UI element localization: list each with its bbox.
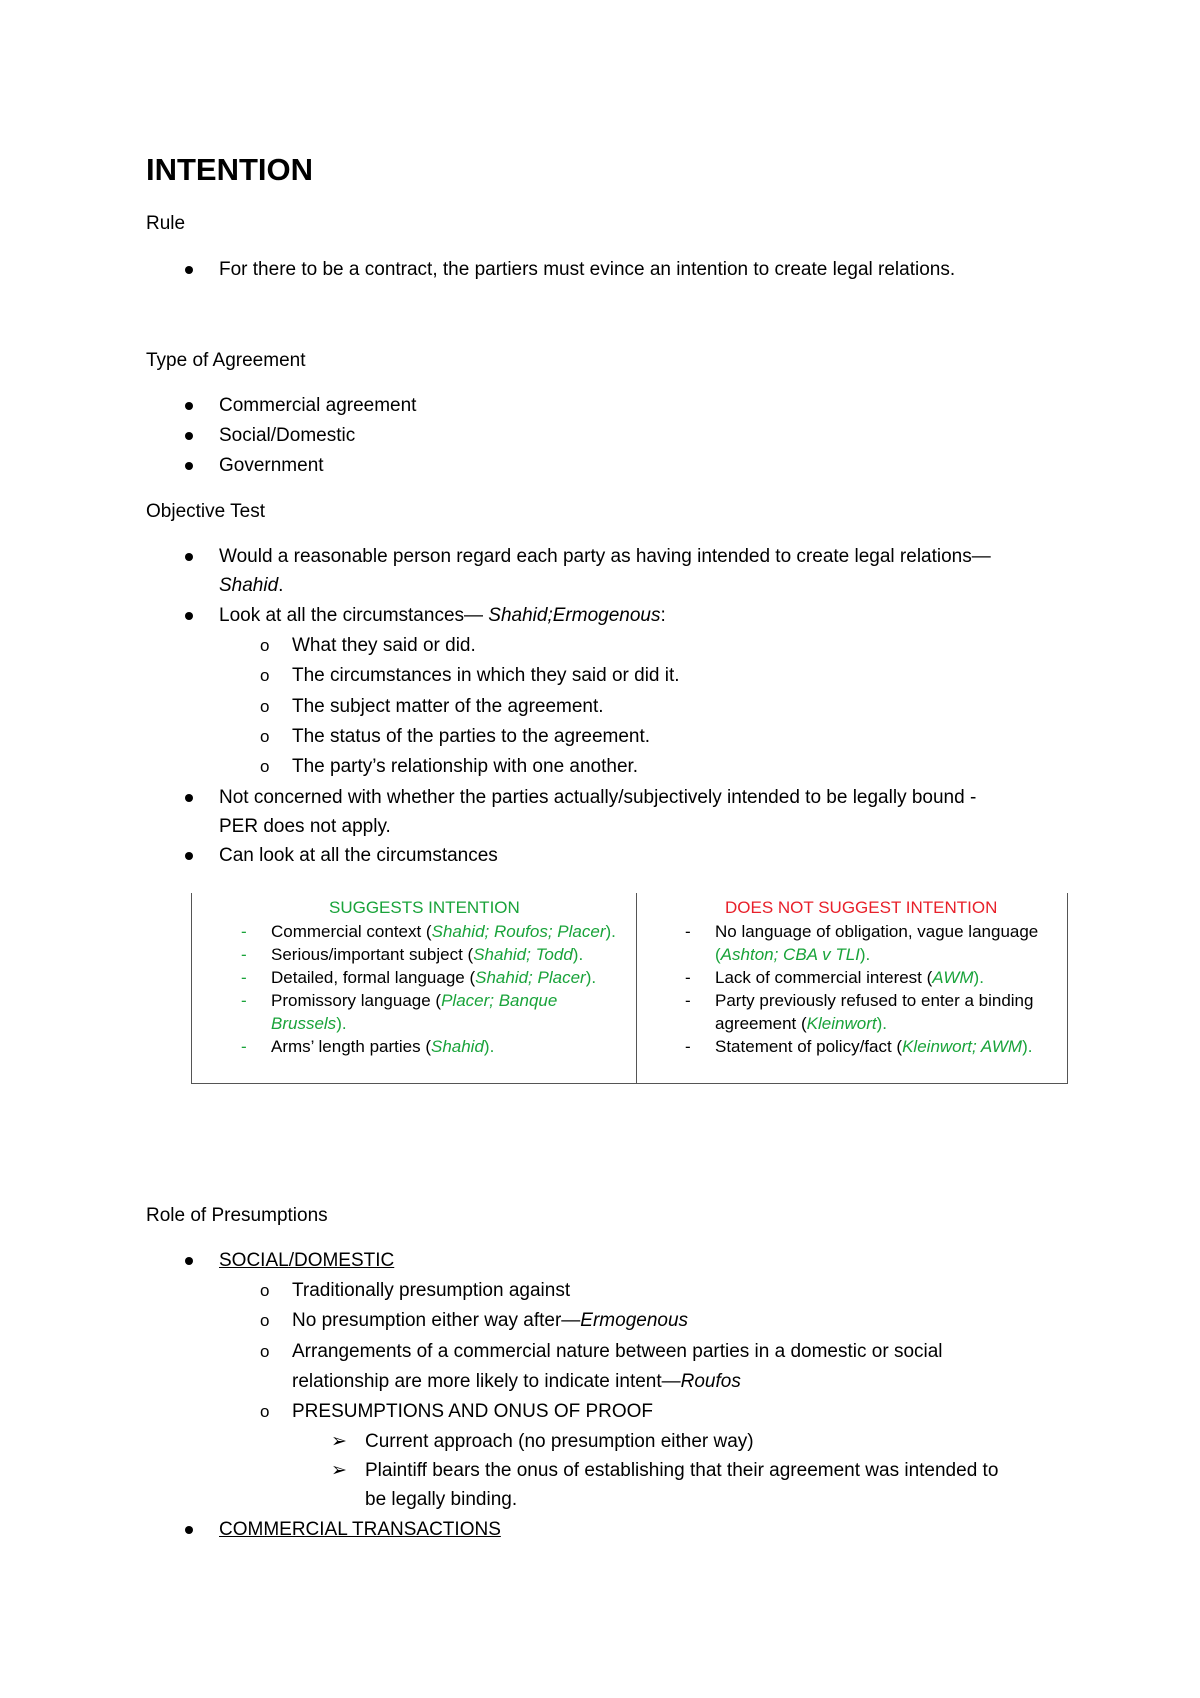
objective-test-bullet-text: Look at all the circumstances— [219,605,489,626]
punctuation: ). [973,968,984,987]
table-row [685,989,1034,1012]
row-text: Commercial context ( [271,922,432,941]
circumstance-item: o The party’s relationship with one another. [292,755,638,779]
table-row [241,920,616,943]
table-divider [636,893,637,1083]
row-text: Lack of commercial interest ( [715,968,933,987]
row-text: No language of obligation, vague language [715,922,1039,941]
case-citation: Placer; Banque [441,991,558,1010]
dash-marker: - [241,991,247,1010]
case-citation: Kleinwort; AWM [902,1037,1023,1056]
case-citation: AWM [932,968,974,987]
objective-test-bullet [219,604,666,628]
presumptions-bullet [219,1518,501,1542]
punctuation: ). [483,1037,495,1056]
table-row-continuation [715,943,870,966]
presumption-text: relationship are more likely to indicate intent— [292,1371,681,1392]
circumstance-item: o The subject matter of the agreement. [292,695,604,719]
dash-marker: - [241,922,247,941]
presumption-item-continuation [292,1370,741,1394]
presumption-item: o PRESUMPTIONS AND ONUS OF PROOF [292,1400,653,1424]
table-row-continuation [271,1012,347,1035]
presumptions-heading: Role of Presumptions [146,1205,328,1226]
agreement-types-heading: Type of Agreement [146,350,306,371]
objective-test-bullet-text: Would a reasonable person regard each party as having intended to create legal relations— [219,546,991,567]
row-text: Detailed, formal language ( [271,968,476,987]
objective-test-bullet: Can look at all the circumstances [219,845,498,866]
dash-marker: - [685,991,691,1010]
case-citation: Roufos [680,1371,741,1392]
agreement-type-item: Commercial agreement [219,395,417,416]
dash-marker: - [241,1037,247,1056]
punctuation: . [278,575,284,596]
punctuation: : [660,605,666,626]
table-row [685,966,984,989]
objective-test-bullet: Not concerned with whether the parties actually/subjectively intended to be legally bound - [219,787,977,808]
rule-bullet: For there to be a contract, the partiers must evince an intention to create legal relations. [219,259,956,280]
page-title: INTENTION [146,152,314,187]
commercial-transactions-heading: COMMERCIAL TRANSACTIONS [219,1519,501,1540]
presumption-text: No presumption either way after— [292,1310,581,1331]
case-citation: Kleinwort [806,1014,877,1033]
agreement-type-item: Social/Domestic [219,425,356,446]
presumption-item [292,1309,688,1333]
table-row [685,920,1039,943]
dash-marker: - [241,945,247,964]
objective-test-bullet [219,545,991,569]
presumption-item [292,1279,570,1303]
row-text: Promissory language ( [271,991,442,1010]
does-not-suggest-heading: DOES NOT SUGGEST INTENTION [725,898,998,917]
circumstance-item: o The circumstances in which they said or did it. [292,664,680,688]
table-row [241,1035,495,1058]
objective-test-bullet-continuation: PER does not apply. [219,816,391,837]
case-citation: Shahid [430,1037,484,1056]
agreement-type-item: Government [219,455,324,476]
onus-item-continuation: be legally binding. [365,1489,518,1510]
onus-item: ➢ Current approach (no presumption either way) [365,1430,754,1454]
table-row-continuation [715,1012,887,1035]
punctuation: ( [715,945,721,964]
punctuation: ). [585,968,597,987]
presumptions-bullet [219,1249,394,1273]
social-domestic-heading: SOCIAL/DOMESTIC [219,1250,395,1271]
onus-item: ➢ Plaintiff bears the onus of establishing that their agreement was intended to [365,1459,998,1483]
case-citation: Shahid; Placer [475,968,586,987]
objective-test-heading: Objective Test [146,501,265,522]
presumption-text: Traditionally presumption against [292,1280,571,1301]
punctuation: ). [876,1014,887,1033]
row-text: Party previously refused to enter a binding [715,991,1034,1010]
circumstance-item: o What they said or did. [292,634,476,658]
case-citation: Shahid;Ermogenous [488,605,661,626]
table-row [241,966,597,989]
punctuation: ). [859,945,871,964]
row-text: Statement of policy/fact ( [715,1037,903,1056]
rule-heading: Rule [146,213,186,234]
table-row [241,989,558,1012]
suggests-intention-heading: SUGGESTS INTENTION [329,898,520,917]
case-citation: Ashton; CBA v TLI [720,945,860,964]
dash-marker: - [685,968,691,987]
punctuation: ). [336,1014,347,1033]
punctuation: ). [605,922,616,941]
case-citation: Shahid; Todd [473,945,573,964]
punctuation: ). [572,945,584,964]
row-text: Serious/important subject ( [271,945,474,964]
case-citation: Shahid; Roufos; Placer [431,922,606,941]
case-citation: Shahid [219,575,279,596]
table-row [241,943,584,966]
punctuation: ). [1022,1037,1033,1056]
case-citation: Brussels [271,1014,337,1033]
circumstance-item: o The status of the parties to the agreement. [292,725,650,749]
presumption-item: o Arrangements of a commercial nature between parties in a domestic or social [292,1340,943,1364]
objective-test-bullet-continuation [219,574,283,598]
row-text: agreement ( [715,1014,807,1033]
case-citation: Ermogenous [580,1310,689,1331]
dash-marker: - [241,968,247,987]
dash-marker: - [685,922,691,941]
row-text: Arms’ length parties ( [271,1037,431,1056]
dash-marker: - [685,1037,691,1056]
table-row [685,1035,1033,1058]
